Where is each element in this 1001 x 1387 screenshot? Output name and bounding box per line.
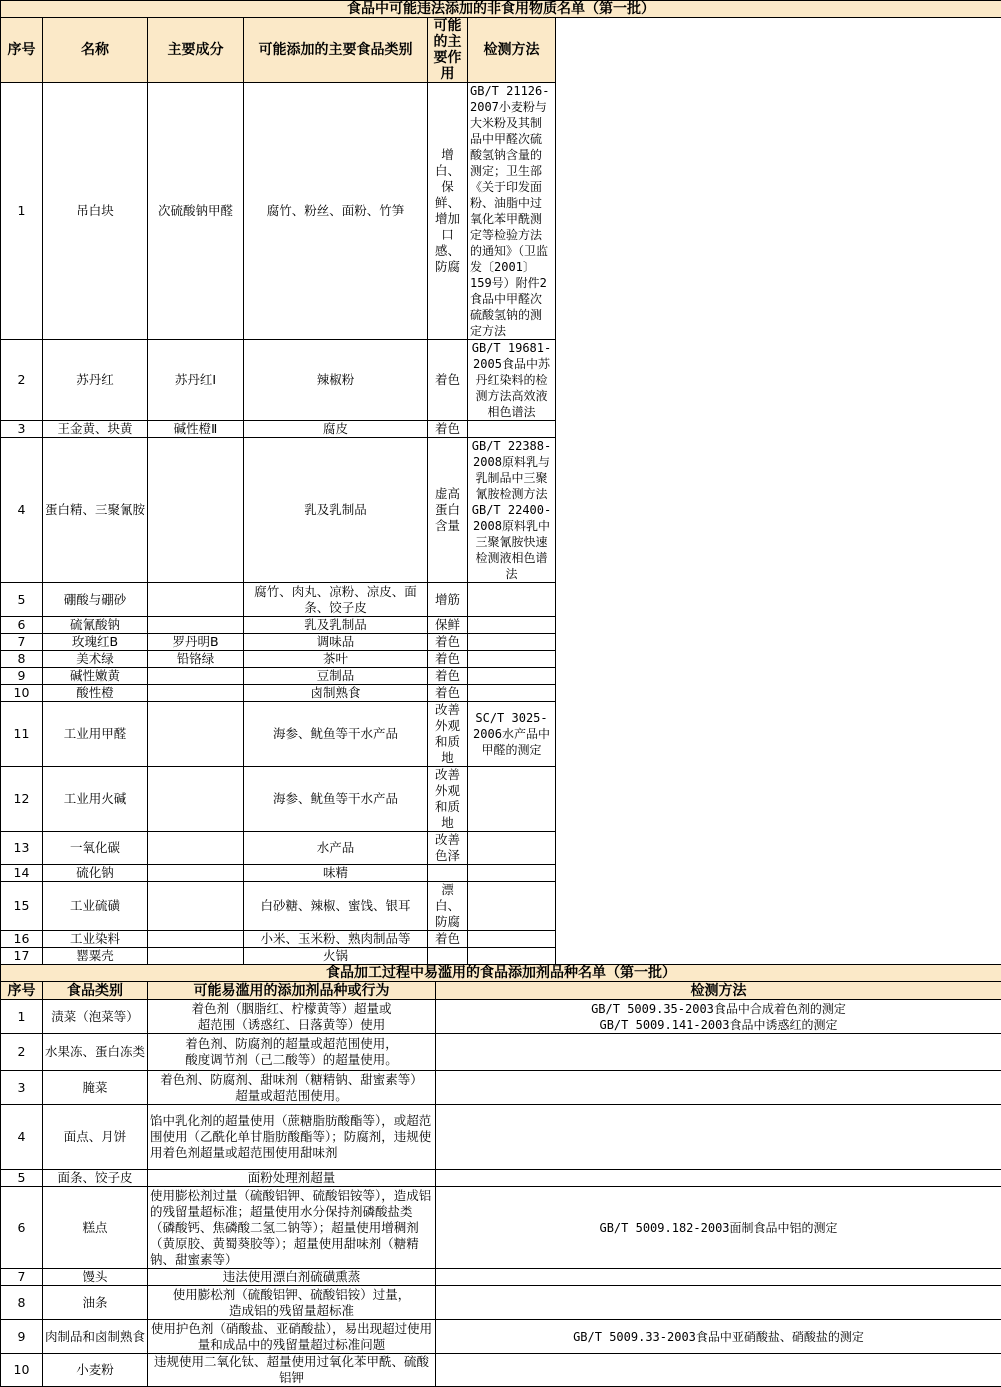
- table2-row: [1, 1034, 1001, 1071]
- food-category: 糕点: [43, 1187, 148, 1269]
- detection-method: [468, 634, 556, 651]
- row-number: 8: [1, 651, 43, 668]
- row-number: 3: [1, 1071, 43, 1105]
- detection-method: [436, 1286, 1001, 1320]
- row-number: 15: [1, 882, 43, 931]
- table1-header-row: [1, 18, 1001, 83]
- main-component: [148, 668, 244, 685]
- main-component: [148, 931, 244, 948]
- substance-name: 硫氰酸钠: [43, 617, 148, 634]
- substance-name: 苏丹红: [43, 340, 148, 421]
- food-category: 小麦粉: [43, 1354, 148, 1387]
- row-number: 9: [1, 1320, 43, 1354]
- table2-row: [1, 1269, 1001, 1286]
- additive-abuse: 面粉处理剂超量: [148, 1170, 436, 1187]
- detection-method: [468, 617, 556, 634]
- food-category: 渍菜（泡菜等）: [43, 1000, 148, 1034]
- possible-effect: 着色: [428, 651, 468, 668]
- header-method: 检测方法: [468, 18, 556, 83]
- main-component: [148, 702, 244, 767]
- food-category: 腌菜: [43, 1071, 148, 1105]
- row-number: 4: [1, 1105, 43, 1170]
- header-method: 检测方法: [436, 982, 1001, 1000]
- table1-row: [1, 83, 1001, 340]
- table1-row: [1, 702, 1001, 767]
- food-category: 水产品: [244, 832, 428, 865]
- table2-row: [1, 1354, 1001, 1387]
- main-component: 苏丹红I: [148, 340, 244, 421]
- table1-row: [1, 668, 1001, 685]
- possible-effect: 增白、保鲜、增加口感、防腐: [428, 83, 468, 340]
- detection-method: [468, 651, 556, 668]
- substance-name: 酸性橙: [43, 685, 148, 702]
- substance-name: 吊白块: [43, 83, 148, 340]
- food-category: 卤制熟食: [244, 685, 428, 702]
- food-category: 腐竹、粉丝、面粉、竹笋: [244, 83, 428, 340]
- additive-abuse: 使用膨松剂过量（硫酸铝钾、硫酸铝铵等），造成铝的残留量超标准；超量使用水分保持剂磷酸盐类（磷酸钙、焦磷酸二氢二钠等）；超量使用增稠剂（黄原胶、黄蜀葵胶等）；超量使用甜味剂（糖精钠、甜蜜素等）: [148, 1187, 436, 1269]
- row-number: 7: [1, 634, 43, 651]
- main-component: 铅铬绿: [148, 651, 244, 668]
- detection-method: GB/T 21126-2007小麦粉与大米粉及其制品中甲醛次硫酸氢钠含量的测定；卫生部《关于印发面粉、油脂中过氧化苯甲酰测定等检验方法的通知》（卫监发〔2001〕159号）附件2食品中甲醛次硫酸氢钠的测定方法: [468, 83, 556, 340]
- main-component: [148, 882, 244, 931]
- detection-method: GB/T 5009.182-2003面制食品中铝的测定: [436, 1187, 1001, 1269]
- possible-effect: 着色: [428, 634, 468, 651]
- table2-row: [1, 1105, 1001, 1170]
- table1-row: [1, 865, 1001, 882]
- table1-row: [1, 421, 1001, 438]
- table1-row: [1, 931, 1001, 948]
- table1-row: [1, 882, 1001, 931]
- possible-effect: [428, 948, 468, 965]
- food-category: 面点、月饼: [43, 1105, 148, 1170]
- food-category: 肉制品和卤制熟食: [43, 1320, 148, 1354]
- substance-name: 硫化钠: [43, 865, 148, 882]
- main-component: [148, 865, 244, 882]
- header-effect: 可能的主要作用: [428, 18, 468, 83]
- row-number: 11: [1, 702, 43, 767]
- main-component: 次硫酸钠甲醛: [148, 83, 244, 340]
- possible-effect: 着色: [428, 340, 468, 421]
- food-category: 乳及乳制品: [244, 438, 428, 583]
- row-number: 12: [1, 767, 43, 832]
- row-number: 1: [1, 1000, 43, 1034]
- row-number: 5: [1, 1170, 43, 1187]
- food-category: 海参、鱿鱼等干水产品: [244, 702, 428, 767]
- main-component: [148, 832, 244, 865]
- row-number: 1: [1, 83, 43, 340]
- row-number: 5: [1, 583, 43, 617]
- detection-method: GB/T 5009.35-2003食品中合成着色剂的测定 GB/T 5009.141-2003食品中诱惑红的测定: [436, 1000, 1001, 1034]
- main-component: 碱性橙Ⅱ: [148, 421, 244, 438]
- row-number: 16: [1, 931, 43, 948]
- food-category: 茶叶: [244, 651, 428, 668]
- table2-title: 食品加工过程中易滥用的食品添加剂品种名单（第一批）: [1, 965, 1001, 982]
- main-component: [148, 948, 244, 965]
- row-number: 2: [1, 340, 43, 421]
- food-category: 腐竹、肉丸、凉粉、凉皮、面条、饺子皮: [244, 583, 428, 617]
- table2-row: [1, 1286, 1001, 1320]
- table2-row: [1, 1000, 1001, 1034]
- possible-effect: 着色: [428, 931, 468, 948]
- table2-row: [1, 1071, 1001, 1105]
- detection-method: GB/T 19681-2005食品中苏丹红染料的检测方法高效液相色谱法: [468, 340, 556, 421]
- food-category: 小米、玉米粉、熟肉制品等: [244, 931, 428, 948]
- main-component: [148, 617, 244, 634]
- substance-name: 硼酸与硼砂: [43, 583, 148, 617]
- substance-name: 美术绿: [43, 651, 148, 668]
- row-number: 7: [1, 1269, 43, 1286]
- additive-abuse: 着色剂、防腐剂、甜味剂（糖精钠、甜蜜素等） 超量或超范围使用。: [148, 1071, 436, 1105]
- header-no: 序号: [1, 982, 43, 1000]
- additive-abuse: 使用护色剂（硝酸盐、亚硝酸盐），易出现超过使用量和成品中的残留量超过标准问题: [148, 1320, 436, 1354]
- detection-method: GB/T 5009.33-2003食品中亚硝酸盐、硝酸盐的测定: [436, 1320, 1001, 1354]
- table1-row: [1, 832, 1001, 865]
- table1-row: [1, 340, 1001, 421]
- detection-method: [468, 882, 556, 931]
- food-category: 火锅: [244, 948, 428, 965]
- table1-row: [1, 685, 1001, 702]
- food-category: 辣椒粉: [244, 340, 428, 421]
- possible-effect: 虚高蛋白含量: [428, 438, 468, 583]
- food-category: 乳及乳制品: [244, 617, 428, 634]
- table1-title-row: [1, 1, 1001, 18]
- detection-method: GB/T 22388-2008原料乳与乳制品中三聚氰胺检测方法 GB/T 22400-2008原料乳中三聚氰胺快速检测液相色谱法: [468, 438, 556, 583]
- table1-row: [1, 438, 1001, 583]
- detection-method: [468, 421, 556, 438]
- header-no: 序号: [1, 18, 43, 83]
- row-number: 6: [1, 617, 43, 634]
- row-number: 6: [1, 1187, 43, 1269]
- header-component: 主要成分: [148, 18, 244, 83]
- table1-row: [1, 583, 1001, 617]
- food-category: 馒头: [43, 1269, 148, 1286]
- detection-method: [436, 1034, 1001, 1071]
- table1-row: [1, 948, 1001, 965]
- food-category: 腐皮: [244, 421, 428, 438]
- detection-method: [436, 1354, 1001, 1387]
- substance-name: 罂粟壳: [43, 948, 148, 965]
- substance-name: 王金黄、块黄: [43, 421, 148, 438]
- main-component: [148, 438, 244, 583]
- substance-name: 一氧化碳: [43, 832, 148, 865]
- table1-title: 食品中可能违法添加的非食用物质名单（第一批）: [1, 1, 1001, 18]
- additive-abuse: 馅中乳化剂的超量使用（蔗糖脂肪酸酯等），或超范围使用（乙酰化单甘脂肪酸酯等）；防腐剂，违规使用着色剂超量或超范围使用甜味剂: [148, 1105, 436, 1170]
- possible-effect: 增筋: [428, 583, 468, 617]
- detection-method: SC/T 3025-2006水产品中甲醛的测定: [468, 702, 556, 767]
- possible-effect: 改善色泽: [428, 832, 468, 865]
- possible-effect: 着色: [428, 421, 468, 438]
- possible-effect: 改善外观和质地: [428, 767, 468, 832]
- food-category: 油条: [43, 1286, 148, 1320]
- detection-method: [468, 668, 556, 685]
- table2-row: [1, 1320, 1001, 1354]
- food-category: 水果冻、蛋白冻类: [43, 1034, 148, 1071]
- detection-method: [468, 931, 556, 948]
- substance-name: 工业用甲醛: [43, 702, 148, 767]
- substance-name: 工业硫磺: [43, 882, 148, 931]
- food-category: 白砂糖、辣椒、蜜饯、银耳: [244, 882, 428, 931]
- food-category: 味精: [244, 865, 428, 882]
- detection-method: [436, 1170, 1001, 1187]
- row-number: 13: [1, 832, 43, 865]
- row-number: 2: [1, 1034, 43, 1071]
- header-name: 名称: [43, 18, 148, 83]
- substance-name: 碱性嫩黄: [43, 668, 148, 685]
- main-component: [148, 685, 244, 702]
- row-number: 10: [1, 685, 43, 702]
- row-number: 14: [1, 865, 43, 882]
- possible-effect: 漂白、防腐: [428, 882, 468, 931]
- detection-method: [436, 1269, 1001, 1286]
- table1-row: [1, 617, 1001, 634]
- row-number: 8: [1, 1286, 43, 1320]
- row-number: 10: [1, 1354, 43, 1387]
- main-component: [148, 767, 244, 832]
- header-additive: 可能易滥用的添加剂品种或行为: [148, 982, 436, 1000]
- food-category: 调味品: [244, 634, 428, 651]
- detection-method: [468, 832, 556, 865]
- substance-name: 蛋白精、三聚氰胺: [43, 438, 148, 583]
- main-component: 罗丹明B: [148, 634, 244, 651]
- header-food-category: 食品类别: [43, 982, 148, 1000]
- substance-name: 玫瑰红B: [43, 634, 148, 651]
- detection-method: [436, 1071, 1001, 1105]
- detection-method: [468, 685, 556, 702]
- substance-name: 工业染料: [43, 931, 148, 948]
- additive-abuse: 违法使用漂白剂硫磺熏蒸: [148, 1269, 436, 1286]
- detection-method: [468, 767, 556, 832]
- substance-name: 工业用火碱: [43, 767, 148, 832]
- possible-effect: 改善外观和质地: [428, 702, 468, 767]
- detection-method: [468, 583, 556, 617]
- table1-row: [1, 651, 1001, 668]
- table1-row: [1, 634, 1001, 651]
- row-number: 9: [1, 668, 43, 685]
- detection-method: [468, 948, 556, 965]
- row-number: 4: [1, 438, 43, 583]
- possible-effect: [428, 865, 468, 882]
- row-number: 3: [1, 421, 43, 438]
- possible-effect: 保鲜: [428, 617, 468, 634]
- main-component: [148, 583, 244, 617]
- possible-effect: 着色: [428, 685, 468, 702]
- food-category: 海参、鱿鱼等干水产品: [244, 767, 428, 832]
- food-category: 面条、饺子皮: [43, 1170, 148, 1187]
- detection-method: [468, 865, 556, 882]
- table2-title-row: [1, 965, 1001, 982]
- header-food-category: 可能添加的主要食品类别: [244, 18, 428, 83]
- table1-row: [1, 767, 1001, 832]
- detection-method: [436, 1105, 1001, 1170]
- row-number: 17: [1, 948, 43, 965]
- table2-row: [1, 1170, 1001, 1187]
- table2-row: [1, 1187, 1001, 1269]
- food-category: 豆制品: [244, 668, 428, 685]
- additive-abuse: 着色剂、防腐剂的超量或超范围使用， 酸度调节剂（己二酸等）的超量使用。: [148, 1034, 436, 1071]
- additive-abuse: 使用膨松剂（硫酸铝钾、硫酸铝铵）过量， 造成铝的残留量超标准: [148, 1286, 436, 1320]
- additive-abuse: 违规使用二氧化钛、超量使用过氧化苯甲酰、硫酸铝钾: [148, 1354, 436, 1387]
- table2-header-row: [1, 982, 1001, 1000]
- additive-abuse: 着色剂（胭脂红、柠檬黄等）超量或 超范围（诱惑红、日落黄等）使用: [148, 1000, 436, 1034]
- possible-effect: 着色: [428, 668, 468, 685]
